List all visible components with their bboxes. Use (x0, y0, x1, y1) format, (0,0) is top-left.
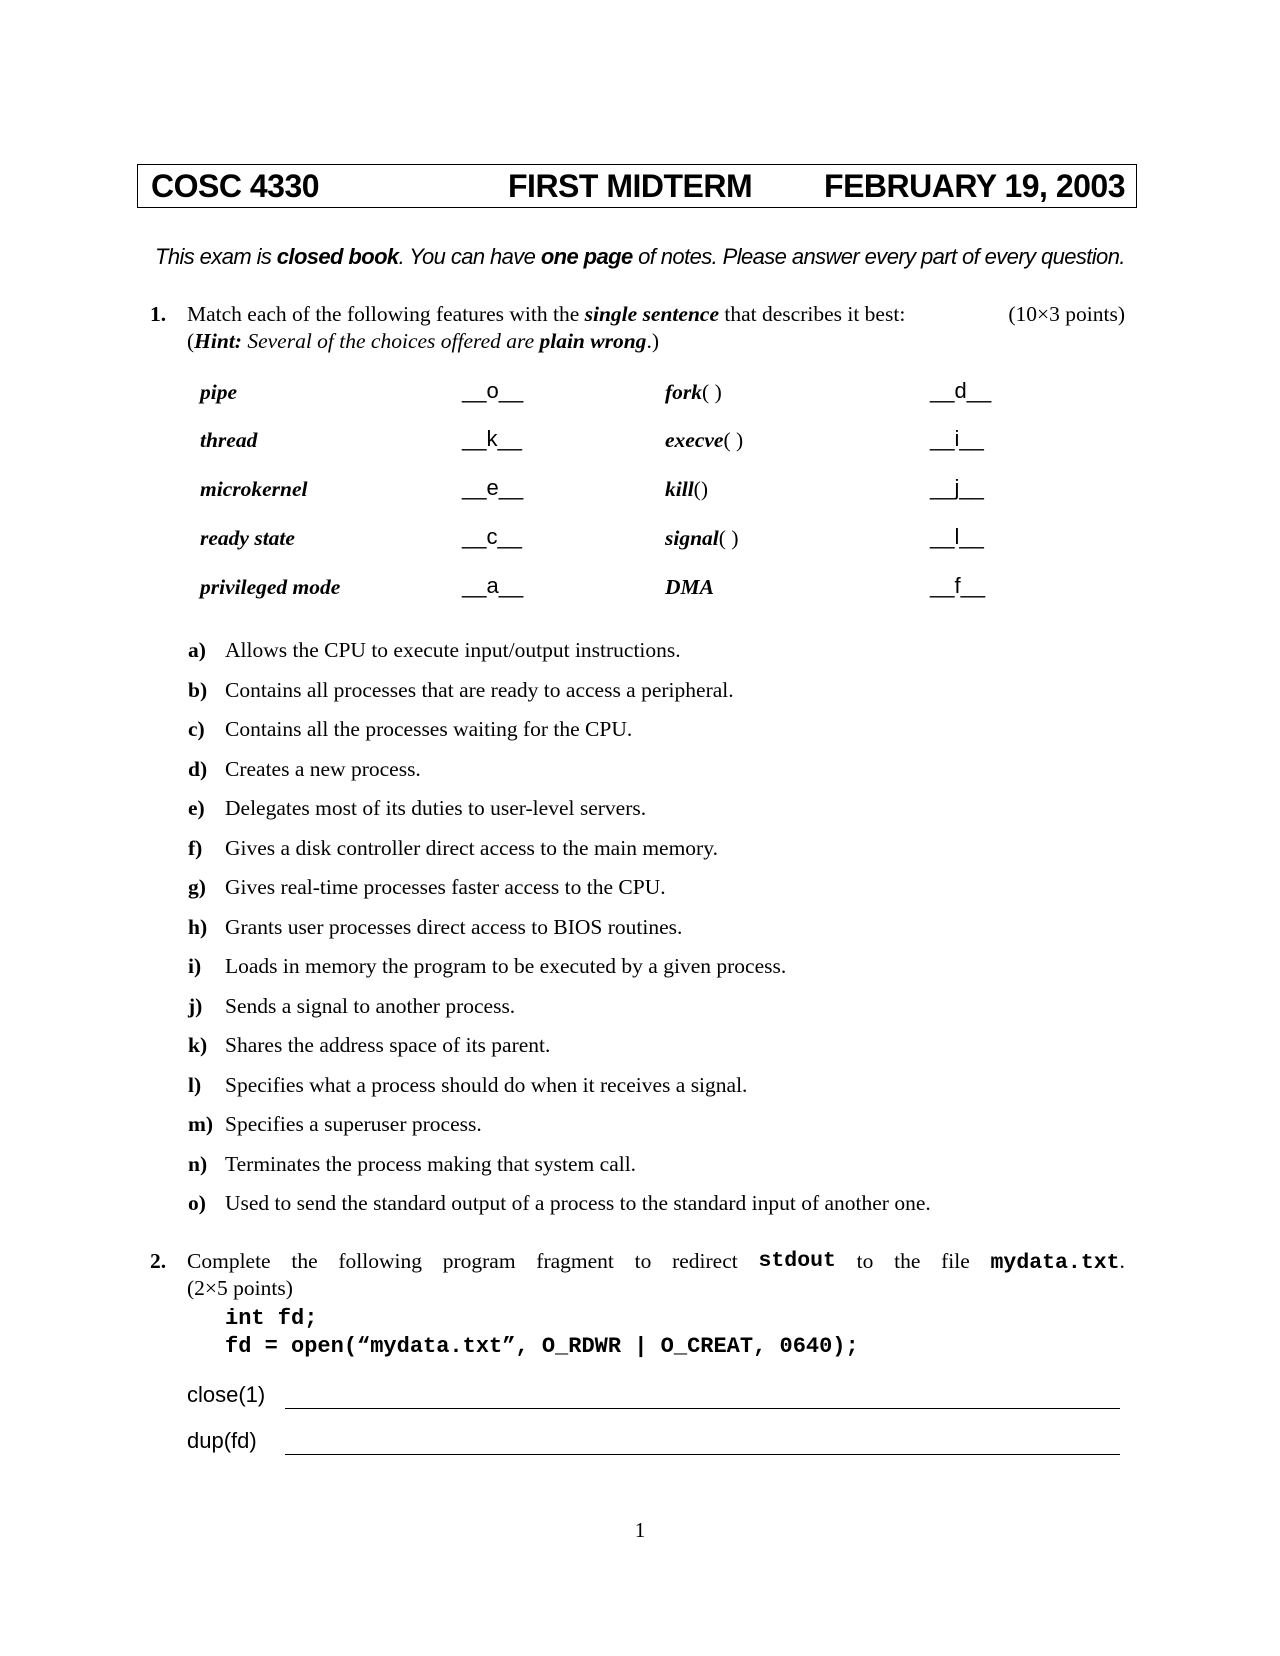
feature-label: pipe (200, 380, 238, 404)
feature-name: fork (665, 380, 703, 404)
feature-name: DMA (665, 575, 714, 599)
feature-name: signal (665, 526, 719, 550)
choice-text: Contains all the processes waiting for the CPU. (225, 717, 633, 741)
choice-text: Sends a signal to another process. (225, 993, 516, 1018)
question-1-hint (187, 328, 659, 355)
prompt-period: . (1119, 1249, 1125, 1273)
choice-text: Gives real-time processes faster access to the CPU. (225, 875, 666, 899)
choice-item (188, 954, 786, 979)
answer-blank: __f__ (930, 573, 986, 598)
answer-blank: __e__ (462, 475, 524, 500)
hint-paren: ( (187, 329, 195, 353)
feature-name: kill (665, 477, 694, 501)
feature-label: privileged mode (200, 575, 341, 599)
answer-blank: __a__ (462, 573, 524, 598)
feature-label (665, 380, 722, 405)
answer-line-dup[interactable] (285, 1454, 1120, 1455)
prompt-text: that describes it best: (719, 302, 906, 326)
prompt-word: to (856, 1249, 874, 1273)
choice-item (188, 796, 646, 821)
choice-item (188, 757, 421, 782)
choice-letter: b) (188, 677, 208, 702)
feature-label (665, 477, 708, 502)
feature-label: ready state (200, 526, 295, 550)
prompt-word: file (941, 1249, 970, 1273)
hint-text: Several of the choices offered are (241, 329, 540, 353)
prompt-word: the (291, 1249, 318, 1273)
choice-item (188, 1112, 482, 1137)
instructions-text: . You can have (398, 244, 541, 269)
question-number: 1. (150, 302, 167, 326)
choice-item (188, 717, 632, 742)
choice-item (188, 875, 666, 900)
choice-item (188, 1073, 747, 1098)
feature-parens: () (693, 477, 708, 501)
choice-letter: h) (188, 914, 208, 939)
choice-letter: f) (188, 835, 203, 860)
question-1-prompt (187, 301, 1125, 328)
prompt-word: the (894, 1249, 921, 1273)
choice-text: Loads in memory the program to be executed by a given process. (225, 954, 787, 978)
choice-text: Contains all processes that are ready to access a peripheral. (225, 677, 734, 702)
choice-letter: i) (188, 954, 202, 978)
choice-letter: a) (188, 638, 206, 662)
answer-blank: __j__ (930, 475, 984, 500)
choice-text: Specifies what a process should do when it receives a signal. (225, 1072, 748, 1097)
feature-label: thread (200, 428, 258, 452)
choice-text: Used to send the standard output of a process to the standard input of another one. (225, 1191, 931, 1215)
feature-name: execve (665, 428, 724, 452)
choice-text: Specifies a superuser process. (225, 1112, 482, 1136)
prompt-code-filename: mydata.txt (990, 1251, 1120, 1275)
exam-header (137, 164, 1137, 208)
exam-date: FEBRUARY 19, 2003 (824, 168, 1125, 204)
choice-letter: e) (188, 796, 205, 820)
prompt-word: fragment (536, 1249, 614, 1273)
exam-title: FIRST MIDTERM (508, 168, 753, 204)
blank-label-close: close(1) (187, 1382, 266, 1407)
choice-text: Terminates the process making that system call. (225, 1151, 637, 1176)
instructions-closed-book: closed book (276, 244, 399, 269)
instructions-text: This exam is (155, 244, 277, 269)
choice-letter: g) (188, 875, 206, 899)
answer-blank: __c__ (462, 524, 522, 549)
choice-letter: d) (188, 756, 208, 781)
choice-text: Shares the address space of its parent. (225, 1033, 551, 1057)
instructions-one-page: one page (540, 244, 633, 269)
choice-text: Grants user processes direct access to BIOS routines. (225, 914, 683, 939)
choice-text: Creates a new process. (225, 756, 421, 781)
prompt-word: redirect (672, 1249, 738, 1273)
feature-label: microkernel (200, 477, 308, 501)
choice-letter: o) (188, 1191, 206, 1215)
feature-label (665, 428, 743, 453)
choice-letter: k) (188, 1033, 208, 1057)
choice-item (188, 638, 681, 663)
choice-text: Allows the CPU to execute input/output instructions. (225, 638, 681, 662)
choice-item (188, 1191, 931, 1216)
prompt-text: Match each of the following features with the (187, 302, 585, 326)
prompt-word: following (338, 1249, 422, 1273)
answer-blank: __l__ (930, 524, 984, 549)
prompt-word: to (634, 1249, 652, 1273)
feature-label (665, 526, 738, 551)
feature-label (665, 575, 714, 600)
choice-text: Gives a disk controller direct access to the main memory. (225, 835, 718, 860)
feature-parens: ( ) (718, 526, 739, 550)
choice-letter: c) (188, 717, 205, 741)
question-2-prompt (187, 1248, 1125, 1277)
matching-table (200, 380, 1000, 620)
feature-parens: ( ) (723, 428, 744, 452)
question-number: 2. (150, 1249, 167, 1273)
answer-blank: __o__ (462, 378, 524, 403)
prompt-emphasis: single sentence (584, 302, 719, 326)
choice-letter: j) (188, 993, 203, 1018)
answer-blank: __d__ (930, 378, 992, 403)
hint-emphasis: plain wrong (539, 329, 647, 353)
choice-item (188, 1152, 636, 1177)
feature-parens: ( ) (702, 380, 722, 404)
choice-letter: m) (188, 1112, 214, 1136)
answer-line-close[interactable] (285, 1408, 1120, 1409)
choice-letter: l) (188, 1072, 202, 1097)
choice-item (188, 1033, 550, 1058)
prompt-word: Complete (187, 1249, 271, 1273)
prompt-filename (991, 1248, 1125, 1277)
course-code: COSC 4330 (151, 168, 320, 204)
question-1-points: (10×3 points) (1008, 302, 1125, 326)
blank-label-dup: dup(fd) (187, 1428, 257, 1453)
code-line: fd = open(“mydata.txt”, O_RDWR | O_CREAT, 0640); (225, 1334, 859, 1359)
exam-instructions (155, 244, 1155, 270)
question-2-points: (2×5 points) (187, 1276, 293, 1300)
prompt-code-stdout: stdout (758, 1249, 836, 1273)
hint-label: Hint: (194, 329, 242, 353)
choice-item (188, 994, 515, 1019)
choice-text: Delegates most of its duties to user-level servers. (225, 796, 647, 820)
choice-item (188, 836, 718, 861)
choice-item (188, 915, 682, 940)
instructions-text: of notes. Please answer every part of every question. (632, 244, 1125, 269)
page-number: 1 (634, 1518, 646, 1542)
choice-letter: n) (188, 1151, 208, 1176)
code-line: int fd; (225, 1306, 318, 1331)
prompt-word: program (442, 1249, 516, 1273)
hint-paren: .) (646, 329, 659, 353)
answer-blank: __i__ (930, 426, 984, 451)
answer-blank: __k__ (462, 426, 522, 451)
choice-item (188, 678, 734, 703)
